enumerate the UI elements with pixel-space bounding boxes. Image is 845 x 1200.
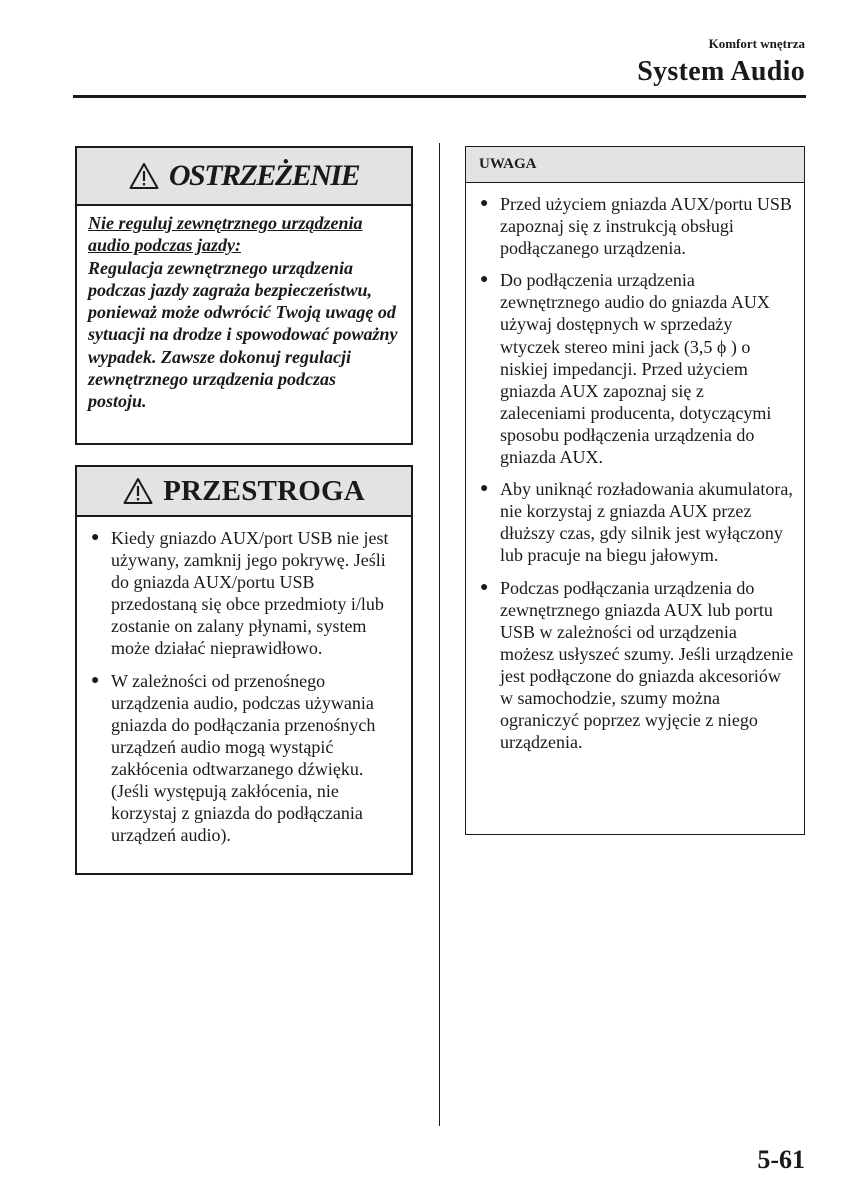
list-item: ● Kiedy gniazdo AUX/port USB nie jest używany, zamknij jego pokrywę. Jeśli do gniazda AUX/portu USB przedostaną się obce przedmioty i/lub zostanie on zalany płynami, system może działać nieprawidłowo.: [91, 528, 389, 659]
warning-body: [77, 206, 411, 413]
list-item: ● Do podłączenia urządzenia zewnętrznego audio do gniazda AUX używaj dostępnych w sprzedaży wtyczek stereo mini jack (3,5 ϕ ) o niskiej impedancji. Przed użyciem gniazda AUX zapoznaj się z zaleceniami producenta, dotyczącymi sposobu podłączenia urządzenia do gniazda AUX.: [480, 270, 772, 468]
warning-triangle-icon: [123, 477, 153, 505]
note-header: UWAGA: [466, 147, 804, 183]
warning-text: Regulacja zewnętrznego urządzenia podczas jazdy zagraża bezpieczeństwu, ponieważ może odwrócić Twoją uwagę od sytuacji na drodze i spowodować poważny wypadek. Zawsze dokonuj regulacji zewnętrznego urządzenia podczas postoju.: [88, 257, 398, 412]
note-list: [466, 183, 804, 753]
list-item: ● Podczas podłączania urządzenia do zewnętrznego gniazda AUX lub portu USB w zależności od urządzenia możesz usłyszeć szumy. Jeśli urządzenie jest podłączone do gniazda akcesoriów w samochodzie, szumy można ograniczyć poprzez wyjęcie z niego urządzenia.: [480, 577, 794, 753]
page-title: System Audio: [637, 56, 805, 87]
section-label: Komfort wnętrza: [708, 36, 805, 51]
caution-header: [77, 467, 411, 517]
caution-list: [77, 517, 411, 846]
warning-title: OSTRZEŻENIE: [168, 159, 360, 192]
header-rule: [73, 95, 806, 98]
note-box: [465, 146, 805, 835]
caution-title: PRZESTROGA: [163, 474, 365, 507]
list-item: ● Przed użyciem gniazda AUX/portu USB zapoznaj się z instrukcją obsługi podłączanego urządzenia.: [480, 194, 792, 259]
warning-box: [75, 146, 413, 445]
warning-header: [77, 148, 411, 206]
list-item: ● Aby uniknąć rozładowania akumulatora, nie korzystaj z gniazda AUX przez dłuższy czas, gdy silnik jest wyłączony lub pracuje na biegu jałowym.: [480, 479, 793, 566]
list-item: ● W zależności od przenośnego urządzenia audio, podczas używania gniazda do podłączania przenośnych urządzeń audio mogą wystąpić zakłócenia odtwarzanego dźwięku. (Jeśli występują zakłócenia, nie korzystaj z gniazda do podłączania urządzeń audio).: [91, 670, 376, 846]
warning-triangle-icon: [129, 162, 159, 190]
page-number: 5-61: [757, 1145, 805, 1174]
column-divider: [439, 143, 440, 1126]
caution-box: [75, 465, 413, 875]
warning-lead: Nie reguluj zewnętrznego urządzenia audio podczas jazdy:: [88, 213, 363, 256]
